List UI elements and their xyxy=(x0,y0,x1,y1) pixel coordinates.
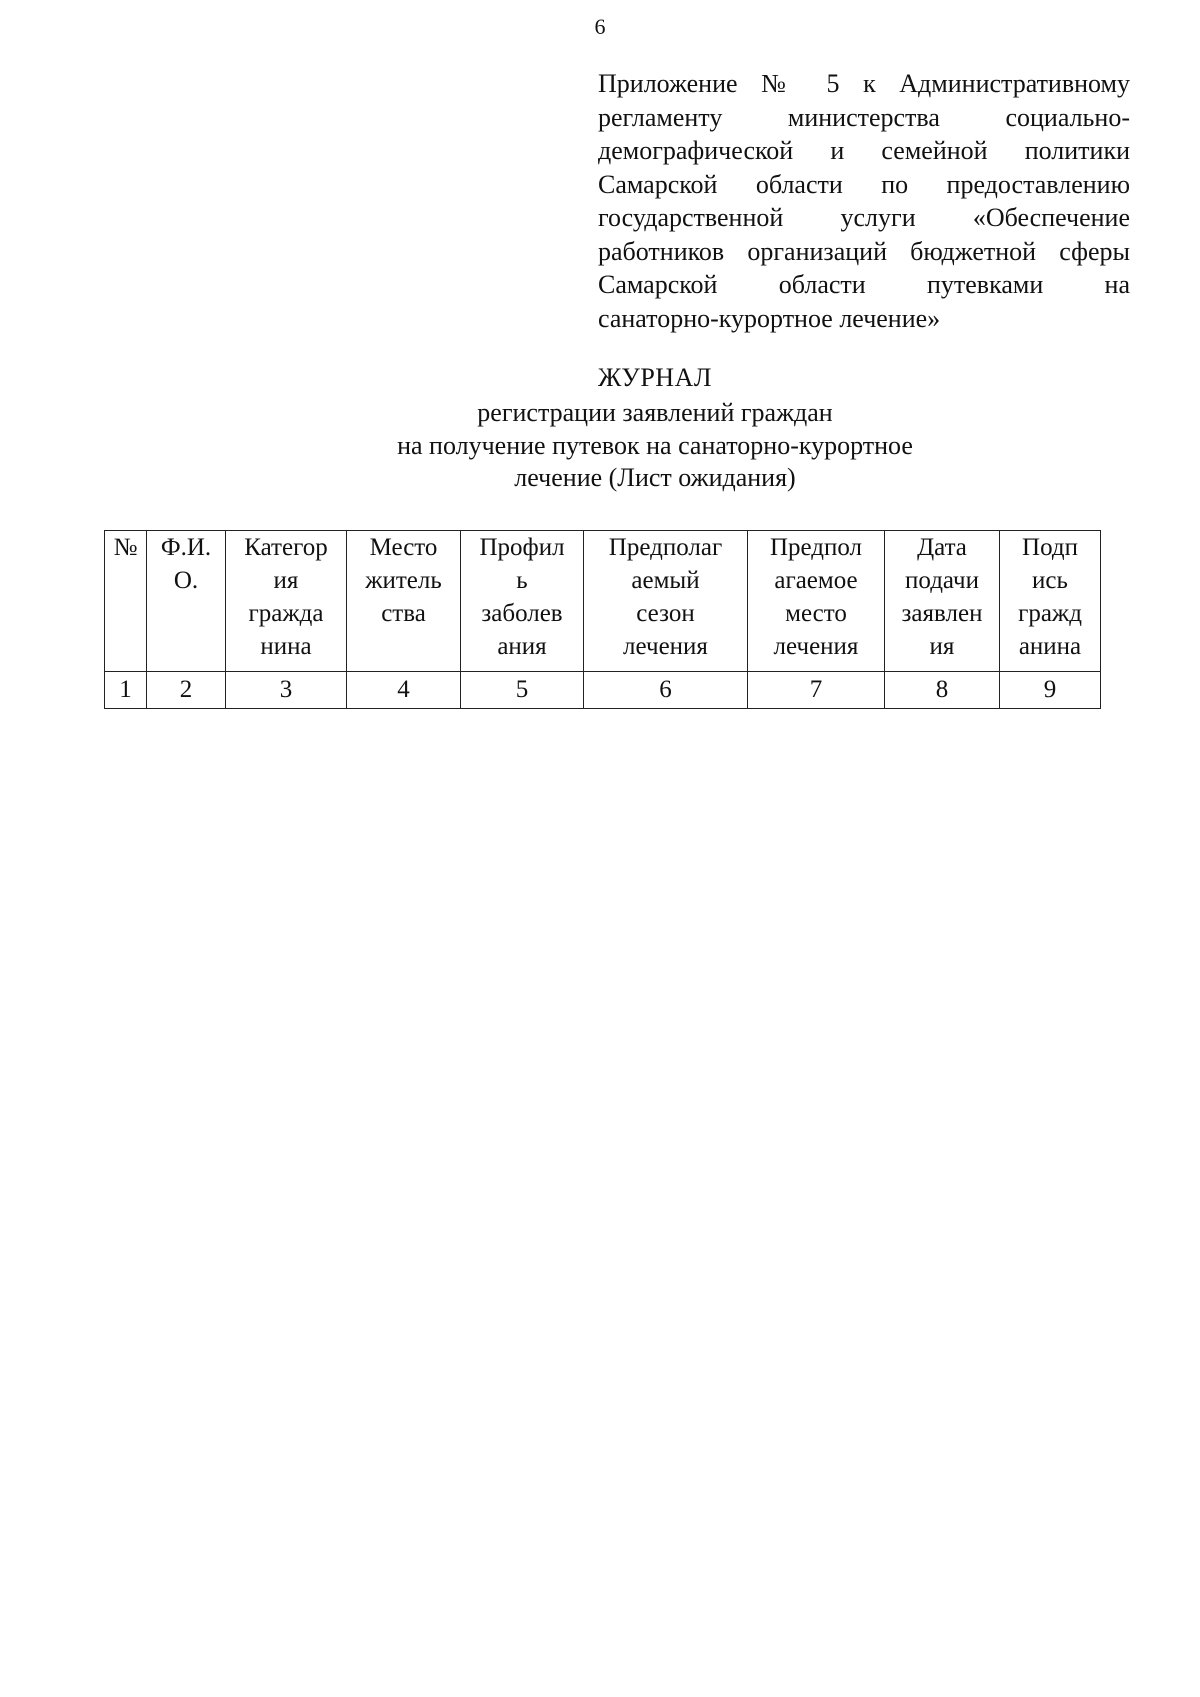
header-cell-treatment-place xyxy=(748,531,885,672)
journal-subtitle xyxy=(0,397,1200,495)
header-text: Место xyxy=(369,534,438,561)
column-number-cell: 3 xyxy=(226,672,347,709)
appendix-line: демографической и семейной политики xyxy=(598,136,1130,165)
appendix-line: Самарской области путевками на xyxy=(598,270,1130,299)
journal-subtitle-line: лечение (Лист ожидания) xyxy=(514,463,796,492)
column-number-cell: 4 xyxy=(347,672,461,709)
appendix-note xyxy=(598,67,1130,335)
appendix-line: санаторно-курортное лечение» xyxy=(598,303,941,333)
header-text: ия xyxy=(929,633,955,660)
header-text: ания xyxy=(497,633,547,660)
header-cell-signature xyxy=(1000,531,1101,672)
header-text: Категор xyxy=(244,534,328,561)
appendix-line: Самарской области по предоставлению xyxy=(598,169,1130,199)
header-text: лечения xyxy=(623,633,708,660)
column-number-cell: 1 xyxy=(105,672,147,709)
header-text: анина xyxy=(1018,633,1082,660)
column-number-cell: 2 xyxy=(147,672,226,709)
appendix-line: регламенту министерства социально- xyxy=(598,102,1130,132)
header-text: Предполаг xyxy=(608,534,723,561)
header-text: заявлен xyxy=(901,600,983,627)
header-text: ись xyxy=(1032,567,1068,594)
table-row xyxy=(105,672,1101,709)
header-text: заболев xyxy=(481,600,563,627)
column-number-cell: 8 xyxy=(885,672,1000,709)
journal-subtitle-line: регистрации заявлений граждан xyxy=(477,398,833,427)
header-cell-category xyxy=(226,531,347,672)
header-text: Профил xyxy=(479,534,565,561)
column-number-cell: 9 xyxy=(1000,672,1101,709)
appendix-line: государственной услуги «Обеспечение xyxy=(598,203,1130,232)
page-number: 6 xyxy=(594,14,606,39)
header-cell-fio xyxy=(147,531,226,672)
appendix-line: работников организаций бюджетной сферы xyxy=(598,236,1130,266)
header-text: ь xyxy=(516,567,528,594)
header-text: аемый xyxy=(631,567,700,594)
table-header-row xyxy=(105,531,1101,672)
header-text: гражда xyxy=(248,600,324,627)
header-text: нина xyxy=(260,633,312,660)
header-text: гражд xyxy=(1018,600,1082,627)
header-text: ия xyxy=(273,567,299,594)
register-table xyxy=(104,530,1101,709)
header-text: лечения xyxy=(773,633,859,660)
header-text: место xyxy=(785,600,847,627)
journal-title: ЖУРНАЛ xyxy=(598,363,712,392)
column-number-cell: 5 xyxy=(461,672,584,709)
header-cell-season xyxy=(584,531,748,672)
header-text: Дата xyxy=(917,534,967,561)
header-text: подачи xyxy=(905,567,979,594)
header-text: сезон xyxy=(636,600,695,627)
header-text: житель xyxy=(365,567,442,594)
header-text: Ф.И. xyxy=(160,534,212,561)
journal-subtitle-line: на получение путевок на санаторно-курортное xyxy=(397,430,913,460)
column-number-cell: 6 xyxy=(584,672,748,709)
header-text: ства xyxy=(381,600,426,627)
appendix-line: Приложение № 5 к Административному xyxy=(598,69,1130,98)
header-text: № xyxy=(113,534,138,561)
header-cell-residence xyxy=(347,531,461,672)
header-cell-number xyxy=(105,531,147,672)
header-text: Предпол xyxy=(769,534,863,561)
header-text: О. xyxy=(173,567,199,594)
column-number-cell: 7 xyxy=(748,672,885,709)
header-cell-application-date xyxy=(885,531,1000,672)
header-text: агаемое xyxy=(774,567,858,594)
header-cell-disease-profile xyxy=(461,531,584,672)
header-text: Подп xyxy=(1022,534,1078,561)
